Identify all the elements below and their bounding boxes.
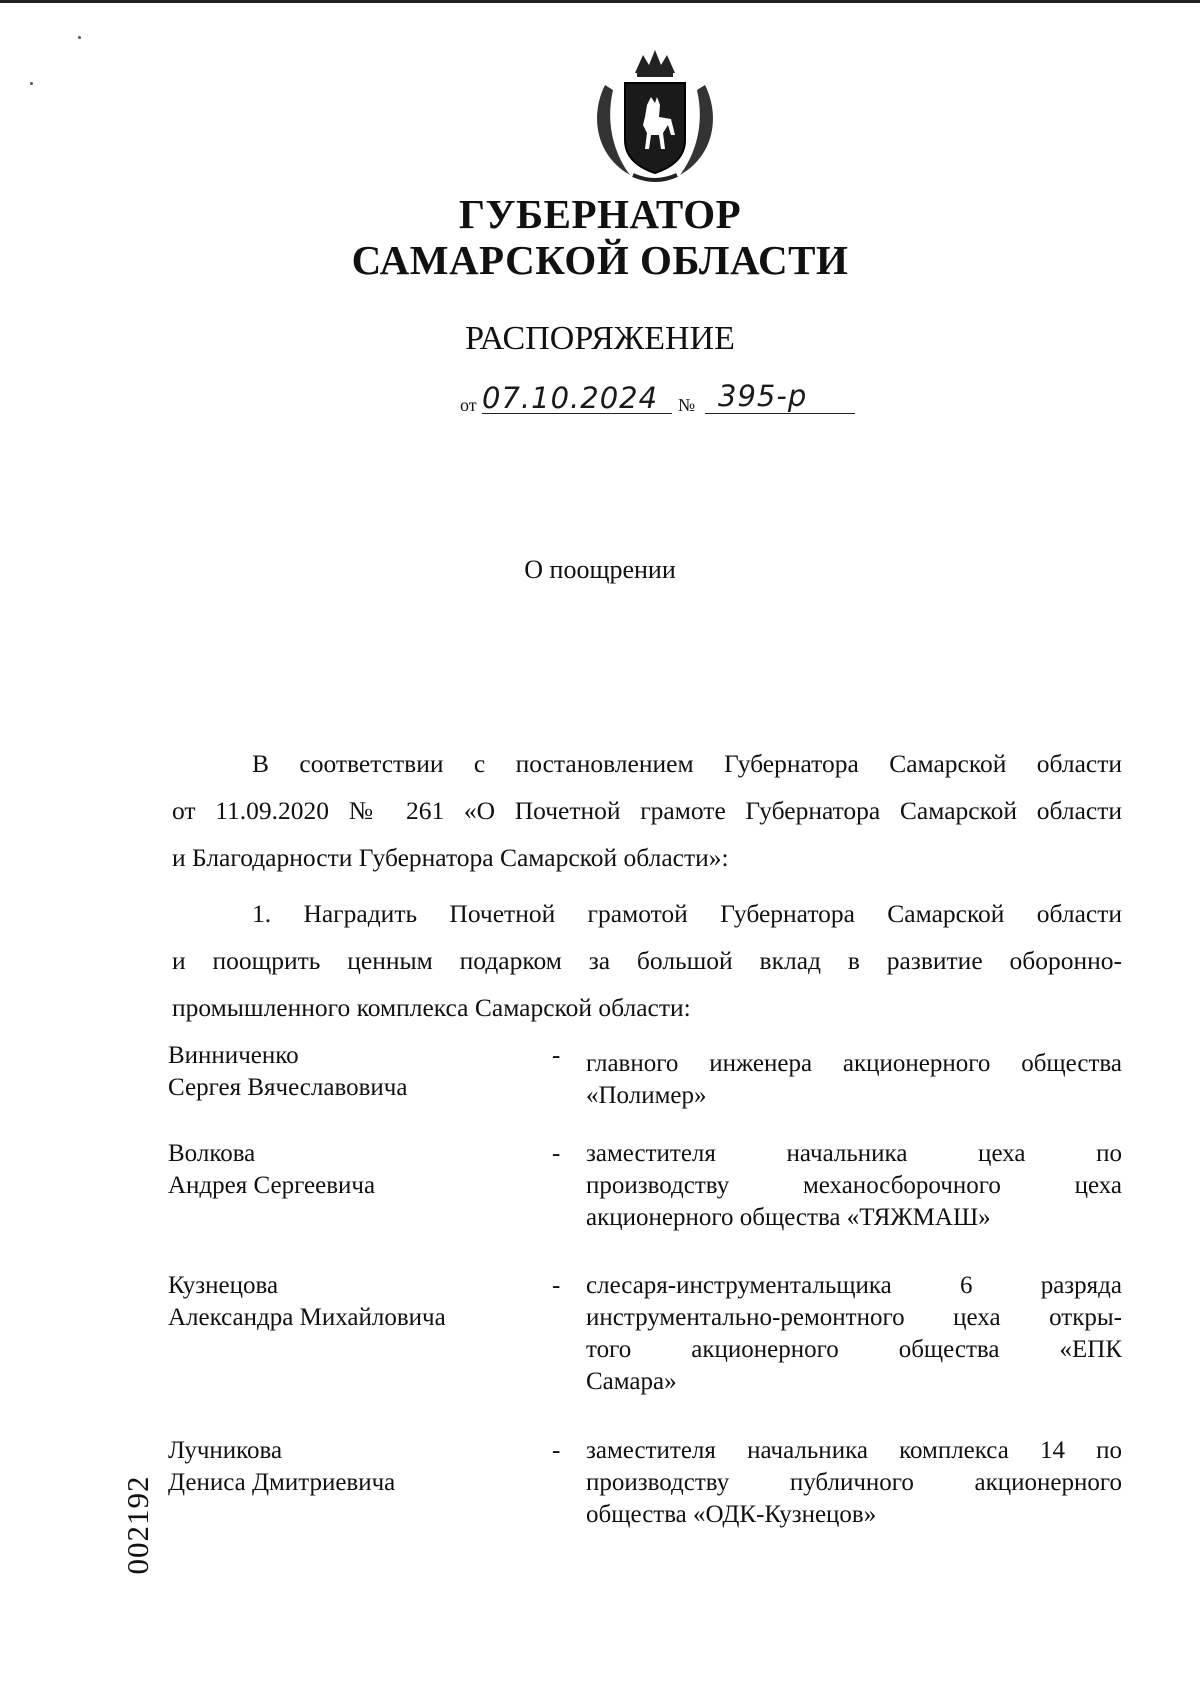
- scan-edge: [0, 0, 1200, 3]
- date-underline: [482, 413, 672, 414]
- intro-line: В соответствии с постановлением Губернатора Самарской области: [252, 749, 1122, 778]
- date-prefix: от: [460, 395, 477, 415]
- item-1-line: промышленного комплекса Самарской области:: [172, 993, 691, 1022]
- title-line-2: САМАРСКОЙ ОБЛАСТИ: [351, 237, 849, 283]
- side-serial-number: 002192: [120, 1475, 155, 1575]
- awardee-surname: Кузнецова: [168, 1272, 279, 1299]
- position-line: заместителя начальника комплекса 14 по: [586, 1437, 1122, 1464]
- awardee-position: [586, 1270, 1122, 1398]
- awardee-surname: Винниченко: [168, 1042, 299, 1069]
- item-1-line: 1. Наградить Почетной грамотой Губернатора Самарской области: [252, 899, 1122, 928]
- awardee-given-names: Андрея Сергеевича: [168, 1172, 376, 1199]
- position-line: инструментально-ремонтного цеха откры-: [586, 1304, 1122, 1331]
- position-line: производству публичного акционерного: [586, 1469, 1122, 1496]
- awardee-dash: -: [552, 1437, 561, 1464]
- intro-line: и Благодарности Губернатора Самарской области»:: [172, 843, 729, 872]
- intro-paragraph: [172, 740, 1122, 881]
- number-underline: [705, 413, 855, 414]
- awardee-name: [168, 1138, 528, 1202]
- number-prefix: №: [678, 395, 696, 415]
- awardee-given-names: Дениса Дмитриевича: [168, 1469, 396, 1496]
- position-line: акционерного общества «ТЯЖМАШ»: [586, 1204, 991, 1231]
- awardee-name: [168, 1040, 528, 1104]
- intro-line: от 11.09.2020 № 261 «О Почетной грамоте Губернатора Самарской области: [172, 796, 1122, 825]
- scan-speck: [78, 36, 81, 39]
- awardee-name: [168, 1270, 528, 1334]
- item-1-paragraph: [172, 890, 1122, 1031]
- number-value: 395-р: [718, 379, 808, 413]
- position-line: «Полимер»: [586, 1082, 707, 1109]
- position-line: того акционерного общества «ЕПК: [586, 1336, 1122, 1363]
- title-line-1: ГУБЕРНАТОР: [458, 191, 742, 237]
- awardee-surname: Лучникова: [168, 1437, 283, 1464]
- awardee-position: [586, 1138, 1122, 1234]
- awardee-dash: -: [552, 1140, 561, 1167]
- awardee-position: [586, 1435, 1122, 1531]
- scan-speck: [30, 82, 33, 85]
- date-number-line: [460, 379, 860, 425]
- date-value: 07.10.2024: [482, 381, 659, 415]
- awardee-position: [586, 1048, 1122, 1112]
- position-line: главного инженера акционерного общества: [586, 1050, 1122, 1077]
- awardee-dash: -: [552, 1042, 561, 1069]
- position-line: Самара»: [586, 1368, 677, 1395]
- subject: О поощрении: [524, 555, 676, 584]
- item-1-line: и поощрить ценным подарком за большой вклад в развитие оборонно-: [172, 946, 1122, 975]
- position-line: слесаря-инструментальщика 6 разряда: [586, 1272, 1122, 1299]
- awardee-given-names: Сергея Вячеславовича: [168, 1074, 408, 1101]
- samara-coat-of-arms-icon: [585, 45, 725, 185]
- awardee-dash: -: [552, 1272, 561, 1299]
- position-line: заместителя начальника цеха по: [586, 1140, 1122, 1167]
- position-line: производству механосборочного цеха: [586, 1172, 1122, 1199]
- position-line: общества «ОДК-Кузнецов»: [586, 1501, 877, 1528]
- awardee-name: [168, 1435, 528, 1499]
- document-type: РАСПОРЯЖЕНИЕ: [465, 320, 735, 357]
- awardee-given-names: Александра Михайловича: [168, 1304, 446, 1331]
- awardee-surname: Волкова: [168, 1140, 256, 1167]
